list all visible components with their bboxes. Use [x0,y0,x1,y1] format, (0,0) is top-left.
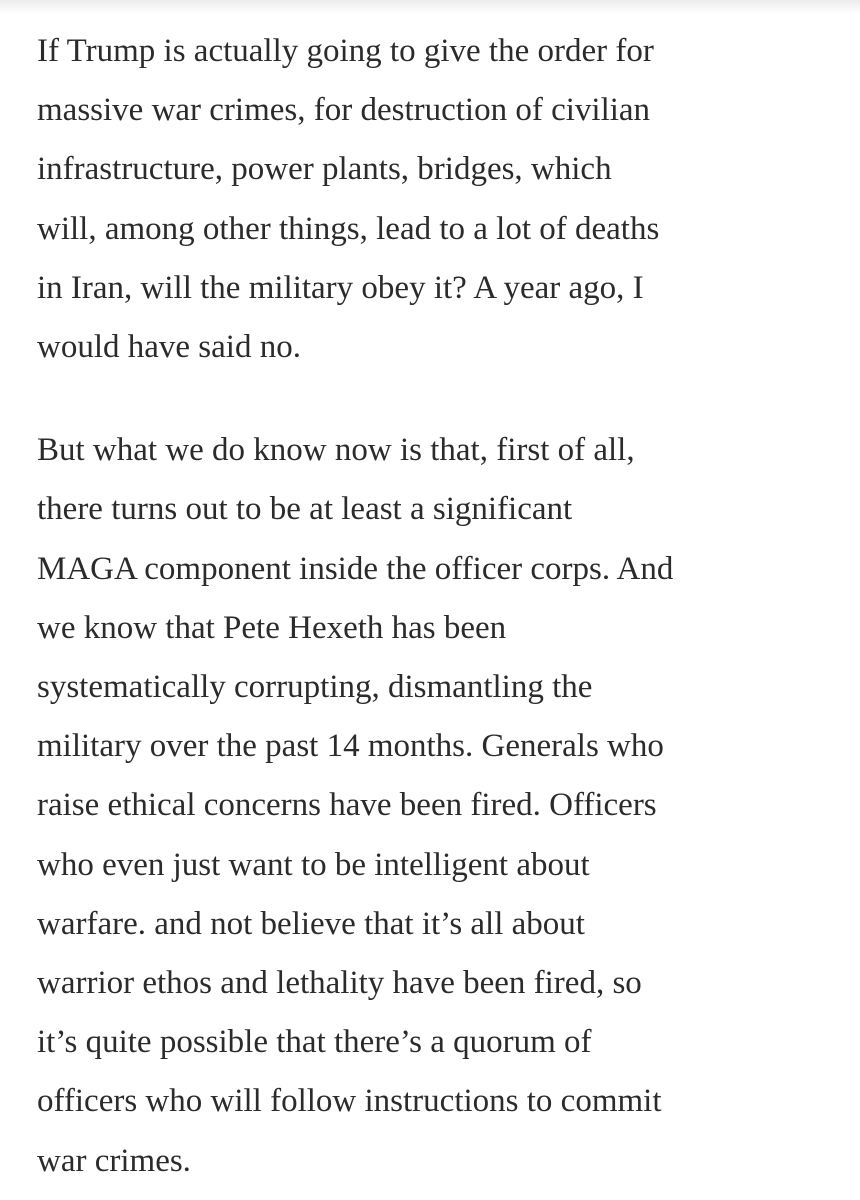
text-line: systematically corrupting, dismantling the [37,669,593,706]
top-fade-edge [0,0,860,14]
text-line: warfare. and not believe that it’s all about [37,905,585,942]
text-line: war crimes. [37,1142,191,1179]
text-line: we know that Pete Hexeth has been [37,609,507,646]
text-line: MAGA component inside the officer corps. And [37,550,674,587]
text-line: it’s quite possible that there’s a quorum of [37,1024,592,1061]
text-line: But what we do know now is that, first of all, [37,432,635,469]
text-line: massive war crimes, for destruction of civilian [37,92,651,129]
text-line: officers who will follow instructions to commit [37,1083,662,1120]
text-line: infrastructure, power plants, bridges, which [37,151,612,188]
text-line: raise ethical concerns have been fired. Officers [37,787,657,824]
paragraph-2 [37,421,837,1191]
text-line: military over the past 14 months. Generals who [37,728,664,765]
text-line: would have said no. [37,329,301,366]
text-line: will, among other things, lead to a lot of deaths [37,210,660,247]
paragraph-1 [37,22,837,377]
text-line: in Iran, will the military obey it? A year ago, I [37,269,644,306]
text-line: If Trump is actually going to give the order for [37,33,654,69]
text-line: warrior ethos and lethality have been fired, so [37,965,642,1002]
article-body [37,22,837,1191]
text-line: there turns out to be at least a significant [37,491,573,528]
text-line: who even just want to be intelligent about [37,846,590,883]
